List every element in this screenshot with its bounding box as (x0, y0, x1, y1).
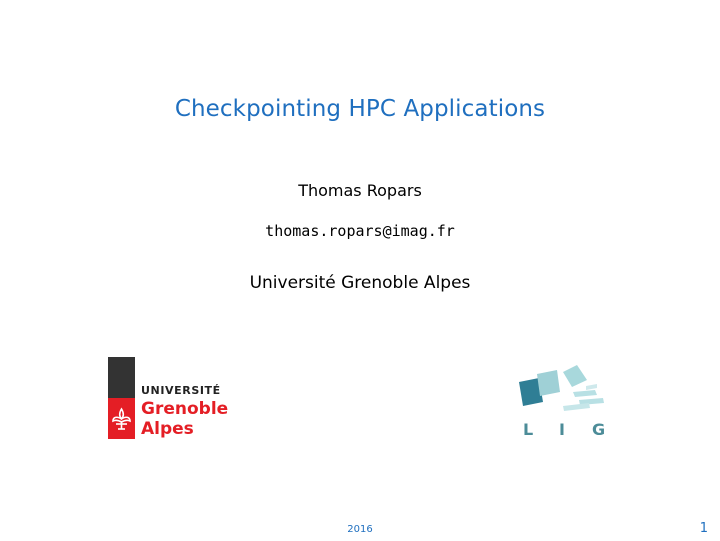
uga-logo (108, 357, 243, 439)
uga-logo-dark-bar (108, 357, 135, 398)
author-name: Thomas Ropars (298, 181, 422, 200)
uga-logo-red-bar (108, 398, 135, 439)
lig-letter-i: I (559, 420, 565, 439)
page-number: 1 (699, 521, 708, 536)
lig-logo-tiles (515, 362, 610, 418)
uga-logo-grenoble: Grenoble (141, 399, 229, 419)
lig-logo (515, 362, 610, 442)
institution-name: Université Grenoble Alpes (249, 273, 471, 293)
footer-date: 2016 (347, 524, 373, 535)
fleur-de-lis-icon (111, 407, 132, 431)
slide-title: Checkpointing HPC Applications (174, 96, 546, 122)
author-email: thomas.ropars@imag.fr (265, 222, 455, 240)
lig-letter-g: G (592, 420, 606, 439)
lig-letter-l: L (523, 420, 534, 439)
uga-logo-universite: UNIVERSITÉ (141, 384, 221, 397)
uga-logo-alpes: Alpes (141, 419, 194, 439)
